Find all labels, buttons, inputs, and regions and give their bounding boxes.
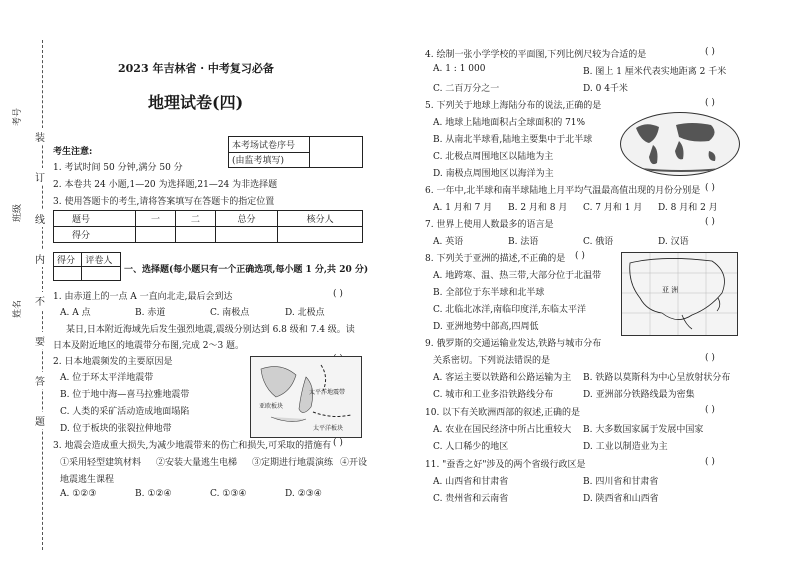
option[interactable]: A. A 点 [60,308,91,318]
exam-seat-box [228,136,363,168]
option[interactable]: D. 8 月和 2 月 [658,203,718,213]
answer-paren[interactable]: ( ) [705,183,715,193]
world-map [620,112,740,176]
question-stem: 4. 绘制一张小学学校的平面图,下列比例尺较为合适的是 [425,50,647,60]
option[interactable]: A. 地球上陆地面积占全球面积的 71% [433,118,586,128]
question-stem: 11. "蚕香之好"涉及的两个省级行政区是 [425,460,586,470]
question-stem: 1. 由赤道上的一点 A 一直向北走,最后会到达 [53,292,233,302]
option[interactable]: A. 农业在国民经济中所占比重较大 [433,425,572,435]
option[interactable]: B. ①②④ [135,489,172,499]
map-label: 亚欧板块 [259,403,284,410]
question-stem: 9. 俄罗斯的交通运输业发达,铁路与城市分布 [425,339,602,349]
option[interactable]: D. 工业以制造业为主 [583,442,668,452]
q3-item: ①采用轻型建筑材料 [60,458,142,468]
seat-label-sub: (由监考填写) [229,152,310,168]
option[interactable]: A. 地跨寒、温、热三带,大部分位于北温带 [433,271,602,281]
option[interactable]: A. 位于环太平洋地震带 [60,373,154,383]
score-cell[interactable] [278,227,363,243]
answer-paren[interactable]: ( ) [705,457,715,467]
score-header: 一 [136,211,176,227]
answer-paren[interactable]: ( ) [575,251,585,261]
option[interactable]: B. 法语 [508,237,539,247]
question-stem: 6. 一年中,北半球和南半球陆地上月平均气温最高值出现的月份分别是 [425,186,701,196]
option[interactable]: A. 英语 [433,237,464,247]
passage-line: 日本及附近地区的地震带分布图,完成 2～3 题。 [53,341,245,351]
answer-paren[interactable]: ( ) [705,405,715,415]
option[interactable]: D. 0 4千米 [583,84,628,94]
q3-item: ②安装大量逃生电梯 [156,458,238,468]
q3-item: 地震逃生课程 [60,475,115,485]
option[interactable]: C. 南极点 [210,308,250,318]
option[interactable]: B. 2 月和 8 月 [508,203,568,213]
option[interactable]: C. 贵州省和云南省 [433,494,509,504]
map-label: 太平洋地震带 [309,389,346,396]
option[interactable]: B. 从南北半球看,陆地主要集中于北半球 [433,135,593,145]
q3-item: ③定期进行地震演练 [252,458,334,468]
answer-paren[interactable]: ( ) [705,217,715,227]
option[interactable]: D. ②③④ [285,489,322,499]
world-map-graphic [621,113,739,175]
margin-char: 内 [35,250,45,267]
option[interactable]: A. 1 : 1 000 [433,64,486,74]
score-cell[interactable] [215,227,277,243]
margin-char: 订 [35,168,45,185]
field-exam-number[interactable]: 考号 [13,107,23,126]
seat-input[interactable] [310,137,363,168]
japan-earthquake-map [250,356,362,438]
option[interactable]: B. 赤道 [135,308,166,318]
field-name[interactable]: 姓名 [13,299,23,318]
score-row-label: 得分 [54,227,136,243]
answer-paren[interactable]: ( ) [705,47,715,57]
score-header: 总分 [215,211,277,227]
option[interactable]: B. 大多数国家属于发展中国家 [583,425,704,435]
option[interactable]: A. 1 月和 7 月 [433,203,493,213]
score-header: 题号 [54,211,136,227]
field-class[interactable]: 班级 [13,203,23,222]
margin-char: 不 [35,292,45,309]
mini-grader-cell[interactable] [82,267,121,281]
answer-paren[interactable]: ( ) [333,438,343,448]
margin-char: 线 [35,210,45,227]
option[interactable]: D. 位于板块的张裂拉伸地带 [60,424,172,434]
answer-paren[interactable]: ( ) [333,289,343,299]
mini-grader-label: 评卷人 [82,253,121,267]
option[interactable]: A. 客运主要以铁路和公路运输为主 [433,373,572,383]
mini-score-label: 得分 [54,253,82,267]
margin-char: 答 [35,372,45,389]
score-table [53,210,363,243]
score-header: 核分人 [278,211,363,227]
option[interactable]: C. ①③④ [210,489,247,499]
notes-heading: 考生注意: [53,147,93,157]
asia-map-graphic [622,253,737,335]
option[interactable]: D. 汉语 [658,237,689,247]
option[interactable]: C. 北临北冰洋,南临印度洋,东临太平洋 [433,305,587,315]
note-item: 2. 本卷共 24 小题,1—20 为选择题,21—24 为非选择题 [53,180,278,190]
option[interactable]: B. 图上 1 厘米代表实地距离 2 千米 [583,67,727,77]
map-label: 亚 洲 [662,286,679,294]
option[interactable]: D. 北极点 [285,308,325,318]
passage-line: 某日,日本附近海域先后发生强烈地震,震级分别达到 6.8 级和 7.4 级。读 [66,325,355,335]
option[interactable]: C. 俄语 [583,237,614,247]
question-stem: 7. 世界上使用人数最多的语言是 [425,220,554,230]
option[interactable]: B. 铁路以莫斯科为中心呈放射状分布 [583,373,731,383]
asia-map [621,252,738,336]
option[interactable]: C. 人类的采矿活动造成地面塌陷 [60,407,190,417]
page-title: 地理试卷(四) [148,93,244,112]
section-title: 一、选择题(每小题只有一个正确选项,每小题 1 分,共 20 分) [124,265,369,275]
answer-paren[interactable]: ( ) [705,353,715,363]
answer-paren[interactable]: ( ) [705,98,715,108]
option[interactable]: B. 位于地中海—喜马拉雅地震带 [60,390,190,400]
note-item: 1. 考试时间 50 分钟,满分 50 分 [53,163,183,173]
question-stem-cont: 关系密切。下列说法错误的是 [433,356,551,366]
margin-char: 题 [35,412,45,429]
option[interactable]: D. 陕西省和山西省 [583,494,659,504]
score-cell[interactable] [175,227,215,243]
question-stem: 8. 下列关于亚洲的描述,不正确的是 [425,254,566,264]
question-stem: 3. 地震会造成重大损失,为减少地震带来的伤亡和损失,可采取的措施有 [53,441,332,451]
score-header: 二 [175,211,215,227]
question-stem: 2. 日本地震频发的主要原因是 [53,357,173,367]
option[interactable]: B. 全部位于东半球和北半球 [433,288,545,298]
option[interactable]: D. 南极点周围地区以海洋为主 [433,169,554,179]
margin-char: 要 [35,332,45,349]
option[interactable]: D. 亚洲地势中部高,四周低 [433,322,539,332]
seat-label: 本考场试卷序号 [229,137,310,153]
option[interactable]: D. 亚洲部分铁路线最为密集 [583,390,695,400]
option[interactable]: C. 城市和工业多沿铁路线分布 [433,390,554,400]
question-stem: 5. 下列关于地球上海陆分布的说法,正确的是 [425,101,602,111]
mini-score-box [53,252,121,281]
option[interactable]: C. 人口稀少的地区 [433,442,509,452]
q3-item: ④开设 [340,458,368,468]
option[interactable]: B. 四川省和甘肃省 [583,477,659,487]
map-label: 太平洋板块 [313,425,344,432]
option[interactable]: A. 山西省和甘肃省 [433,477,509,487]
option[interactable]: A. ①②③ [60,489,97,499]
mini-score-cell[interactable] [54,267,82,281]
score-cell[interactable] [136,227,176,243]
exam-subtitle: 2023 年吉林省 · 中考复习必备 [118,62,274,75]
option[interactable]: C. 北极点周围地区以陆地为主 [433,152,554,162]
option[interactable]: C. 二百万分之一 [433,84,500,94]
note-item: 3. 使用答题卡的考生,请将答案填写在答题卡的指定位置 [53,197,275,207]
map-graphic [251,357,361,437]
margin-char: 装 [35,128,45,145]
question-stem: 10. 以下有关欧洲西部的叙述,正确的是 [425,408,581,418]
option[interactable]: C. 7 月和 1 月 [583,203,643,213]
